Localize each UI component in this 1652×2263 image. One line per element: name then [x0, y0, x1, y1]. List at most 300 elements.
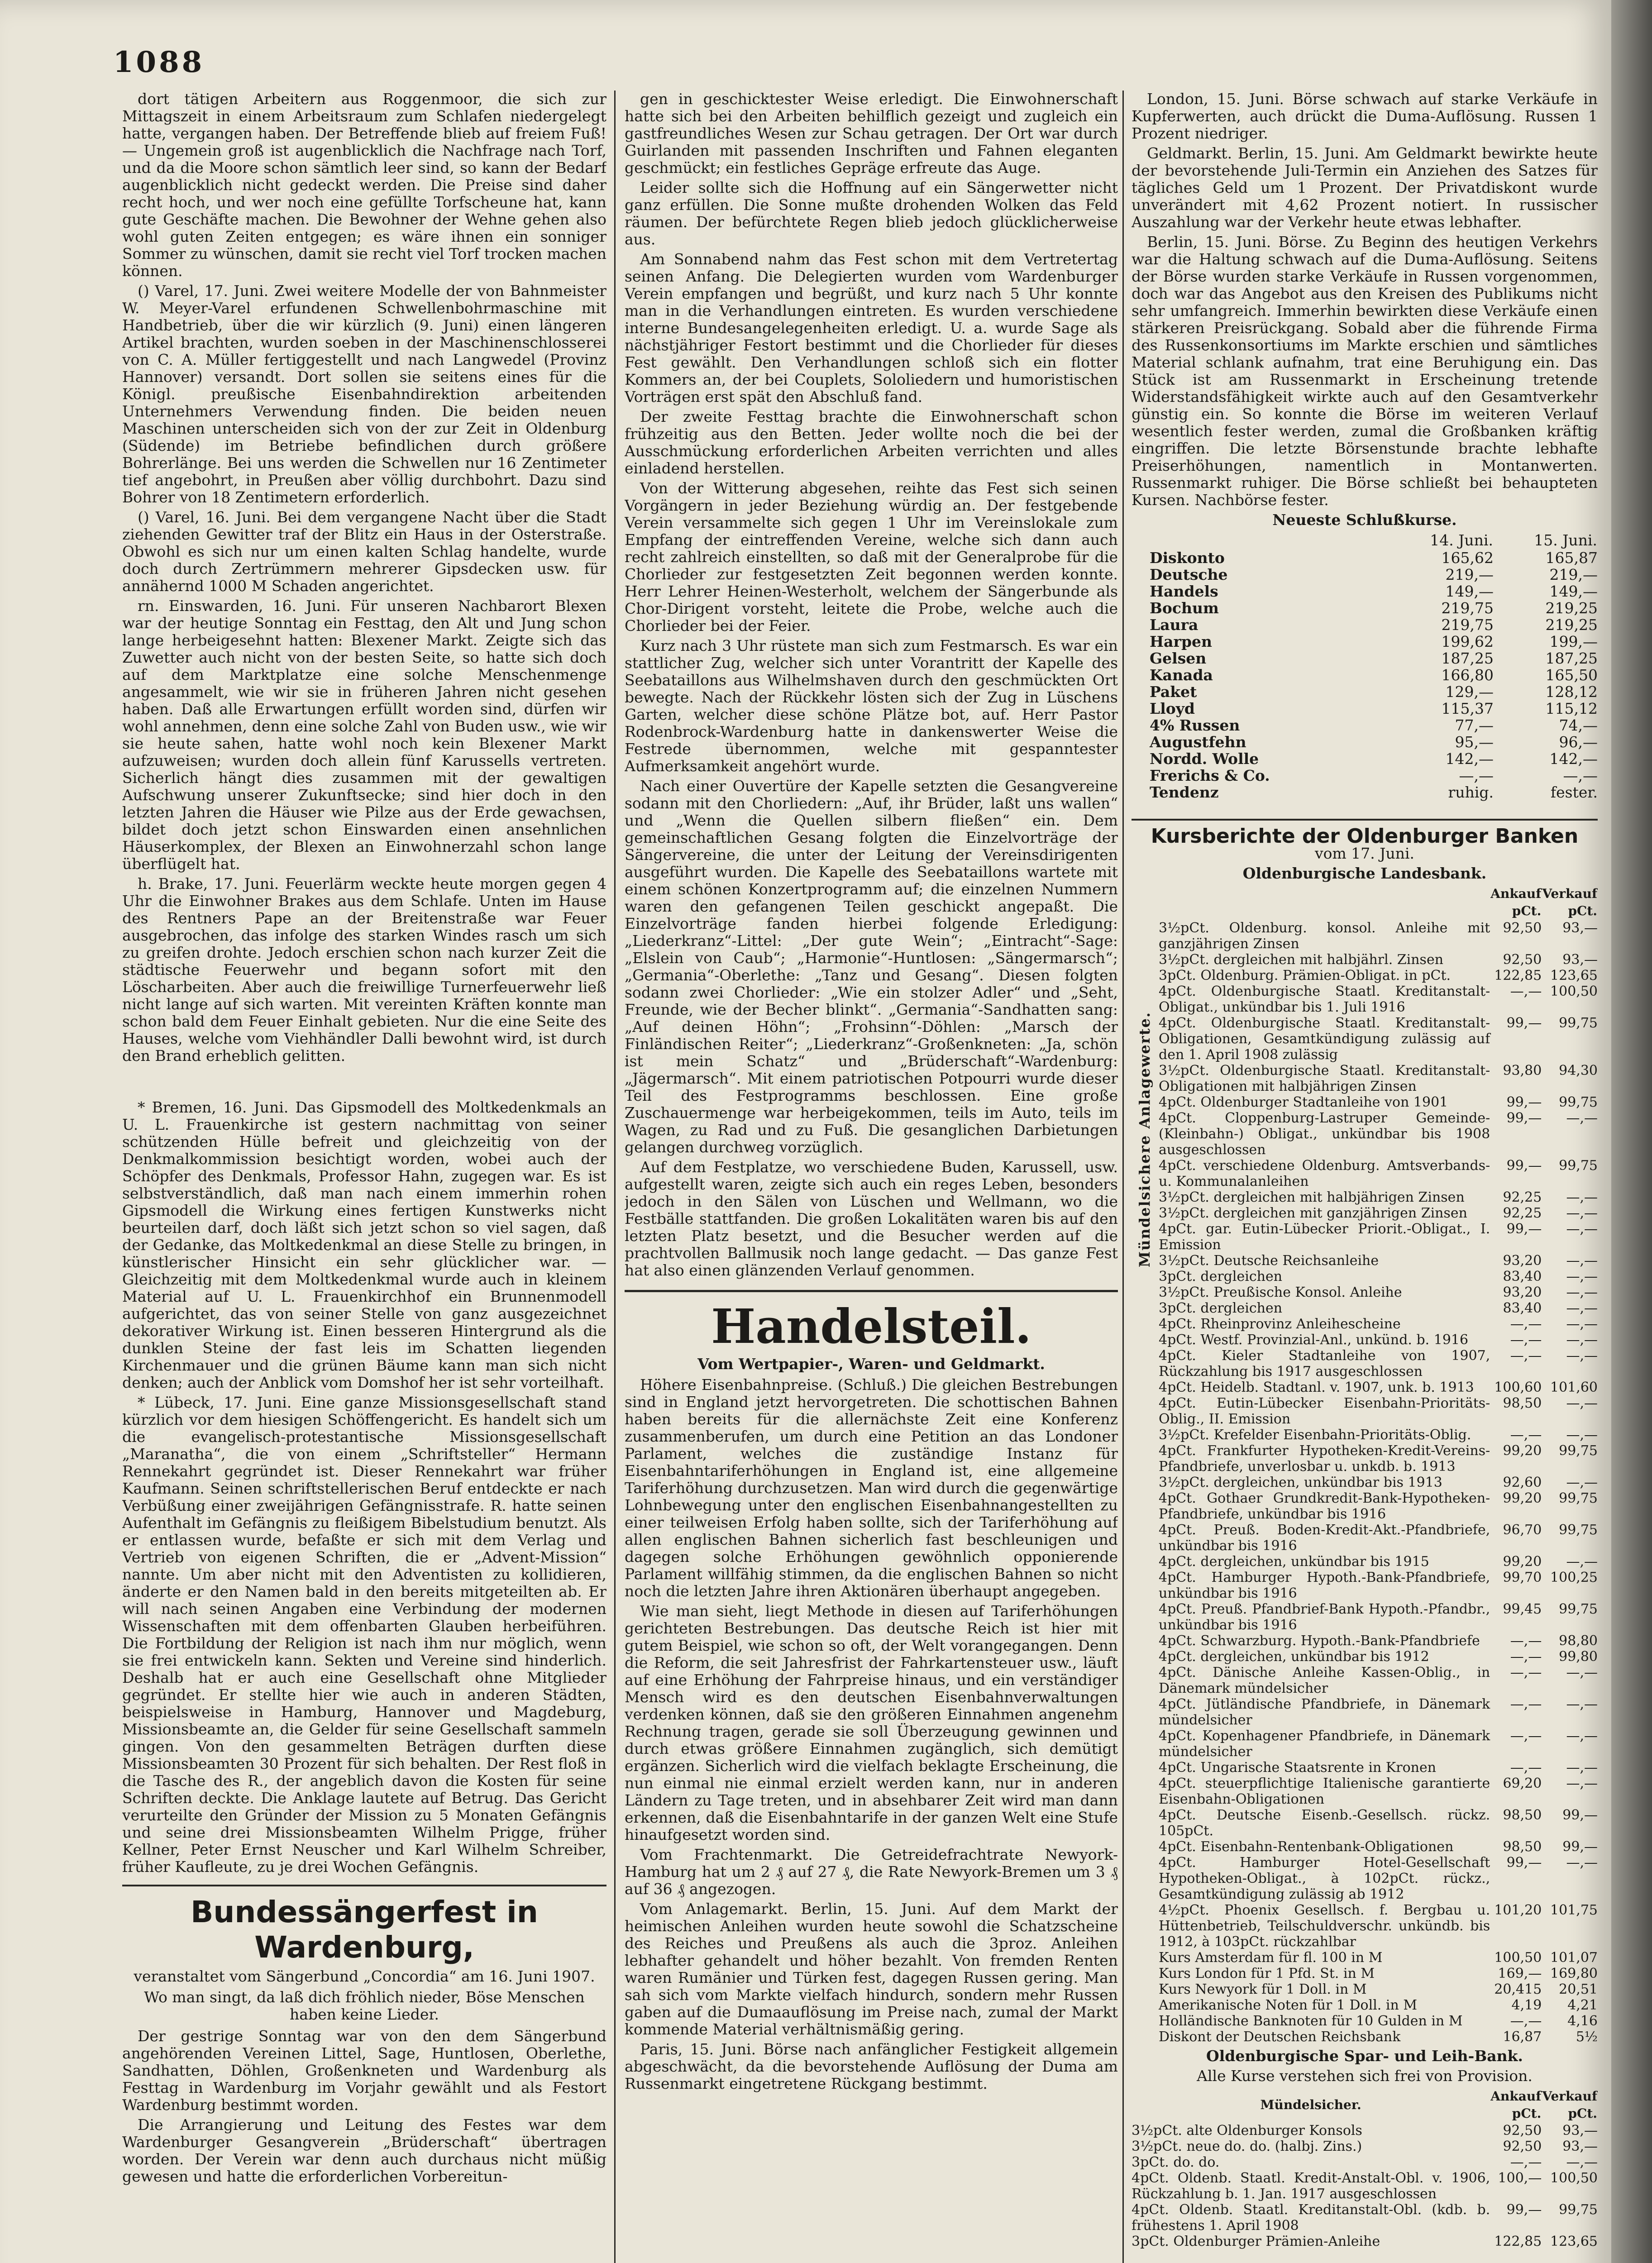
landesbank-row-label: 4pCt. Oldenburgische Staatl. Kreditanstalt-Obligationen, Gesamtkündigung zulässig auf den 1. April 1908 zulässig [1159, 1015, 1490, 1063]
landesbank-row-label: 3½pCt. Deutsche Reichsanleihe [1159, 1253, 1379, 1269]
landesbank-row-value-a: 101,20 [1494, 1902, 1542, 1918]
landesbank-row-label: 4pCt. Frankfurter Hypotheken-Kredit-Vereins-Pfandbriefe, unverlosbar u. unkdb. b. 1913 [1159, 1443, 1490, 1475]
landesbank-row-label: 3½pCt. Oldenburg. konsol. Anleihe mit ganzjährigen Zinsen [1159, 920, 1490, 952]
sparbank-name: Oldenburgische Spar- und Leih-Bank. [1206, 2047, 1523, 2065]
landesbank-row [1159, 1221, 1598, 1253]
landesbank-row-label: 4pCt. Jütländische Pfandbriefe, in Dänemark mündelsicher [1159, 1696, 1490, 1728]
landesbank-row [1159, 1205, 1598, 1221]
landesbank-row-label: 3½pCt. dergleichen mit halbjährl. Zinsen [1159, 952, 1444, 968]
closing-price-row-value-a: 219,— [1445, 566, 1494, 583]
landesbank-row-value-b: 93,— [1562, 952, 1598, 968]
closing-price-row-value-a: 95,— [1455, 733, 1494, 751]
closing-price-row-value-b: 115,12 [1545, 700, 1598, 717]
closing-price-row [1132, 734, 1598, 750]
sparbank-row-value-b: 123,65 [1550, 2234, 1598, 2249]
landesbank-row-label: 4pCt. verschiedene Oldenburg. Amtsverbands- u. Kommunalanleihen [1159, 1158, 1490, 1189]
closing-price-row-value-b: 165,87 [1545, 549, 1598, 567]
landesbank-row [1159, 1665, 1598, 1696]
landesbank-row-value-a: 83,40 [1503, 1269, 1542, 1284]
column-rule [614, 91, 616, 2263]
column-local-news [122, 91, 606, 2263]
landesbank-row-value-b: —,— [1566, 1348, 1598, 1364]
landesbank-row-label: 3pCt. Oldenburg. Prämien-Obligat. in pCt. [1159, 968, 1451, 983]
landesbank-row [1159, 1554, 1598, 1570]
closing-price-row-value-b: —,— [1563, 767, 1598, 784]
closing-price-row-value-b: 219,25 [1545, 599, 1598, 617]
landesbank-row-value-b: —,— [1566, 1728, 1598, 1744]
landesbank-row-value-b: —,— [1566, 1855, 1598, 1871]
landesbank-row [1159, 1807, 1598, 1839]
landesbank-row-value-a: 92,50 [1503, 920, 1542, 936]
landesbank-row-label: 4pCt. Ungarische Staatsrente in Kronen [1159, 1760, 1437, 1776]
sparbank-header-ankauf: Ankauf pCt. [1490, 2089, 1542, 2121]
landesbank-row-value-a: —,— [1510, 1760, 1542, 1776]
landesbank-row-value-b: 94,30 [1559, 1063, 1598, 1079]
landesbank-row-value-b: 99,75 [1559, 1490, 1598, 1506]
landesbank-row [1159, 1728, 1598, 1760]
closing-price-row-value-b: 142,— [1549, 750, 1598, 768]
closing-price-row-label: Bochum [1150, 599, 1219, 617]
article-paragraph: gen in geschicktester Weise erledigt. Die Einwohnerschaft hatte sich bei den Arbeiten behilflich gezeigt und zugleich ein gastfreundliches Wesen zur Schau getragen. Der Ort war durch Guirlanden mit passenden Inschriften und Fahnen eleganten geschmückt; ein festliches Gepräge erfreute das Auge. [625, 91, 1118, 177]
sparbank-row-label: 4pCt. Oldenb. Staatl. Kredit-Anstalt-Obl. v. 1906, Rückzahlung b. 1. Jan. 1917 ausgeschlossen [1132, 2170, 1490, 2202]
closing-price-row [1132, 566, 1598, 583]
sparbank-row [1132, 2139, 1598, 2154]
landesbank-row-label: 4pCt. Rheinprovinz Anleihescheine [1159, 1316, 1401, 1332]
landesbank-row-value-a: —,— [1510, 1332, 1542, 1348]
landesbank-row [1159, 1395, 1598, 1427]
landesbank-row-label: 4pCt. Eutin-Lübecker Eisenbahn-Prioritäts-Oblig., II. Emission [1159, 1395, 1490, 1427]
landesbank-header-row [1159, 885, 1598, 920]
landesbank-row-label: 4pCt. Eisenbahn-Rentenbank-Obligationen [1159, 1839, 1454, 1855]
landesbank-row-value-b: —,— [1566, 1284, 1598, 1300]
closing-price-row-label: Laura [1150, 616, 1198, 634]
bank-reports-title: Kursberichte der Oldenburger Banken [1132, 819, 1598, 845]
landesbank-header-ankauf: Ankauf pCt. [1490, 886, 1542, 918]
closing-price-row-value-a: 165,62 [1441, 549, 1494, 567]
landesbank-row-value-b: 98,80 [1559, 1633, 1598, 1649]
sparbank-row [1132, 2170, 1598, 2202]
bank-reports-date: vom 17. Juni. [1314, 845, 1415, 862]
landesbank-row-label: 4pCt. Oldenburgische Staatl. Kreditanstalt-Obligat., unkündbar bis 1. Juli 1916 [1159, 983, 1490, 1015]
closing-price-row-value-a: 115,37 [1441, 700, 1494, 717]
landesbank-row-value-a: 96,70 [1503, 1522, 1542, 1538]
article-paragraph: Paris, 15. Juni. Börse nach anfänglicher Festigkeit allgemein abgeschwächt, da die bevorstehende Auflösung der Duma am Russenmarkt eingetretene Rückgang bestimmt. [625, 2040, 1118, 2092]
landesbank-row-label: Kurs London für 1 Pfd. St. in M [1159, 1966, 1375, 1981]
landesbank-row [1159, 983, 1598, 1015]
landesbank-row-label: Kurs Newyork für 1 Doll. in M [1159, 1981, 1367, 1997]
closing-price-row-label: Deutsche [1150, 566, 1228, 583]
landesbank-row [1159, 1855, 1598, 1902]
landesbank-row-value-b: 99,75 [1559, 1443, 1598, 1459]
closing-price-row-value-b: 74,— [1559, 716, 1598, 734]
landesbank-row-value-a: —,— [1510, 983, 1542, 999]
landesbank-row [1159, 1189, 1598, 1205]
closing-price-row-label: Paket [1150, 683, 1197, 701]
landesbank-row-value-a: —,— [1510, 1728, 1542, 1744]
landesbank-row-value-b: 93,— [1562, 920, 1598, 936]
landesbank-row-value-b: 169,80 [1550, 1966, 1598, 1981]
landesbank-row-value-a: 99,— [1506, 1015, 1542, 1031]
closing-price-row-value-b: 165,50 [1545, 666, 1598, 684]
column-rule [1122, 91, 1124, 2263]
article-paragraph: () Varel, 17. Juni. Zwei weitere Modelle der von Bahnmeister W. Meyer-Varel erfundenen Schwellenbohrmaschine mit Handbetrieb, über die wir kürzlich (9. Juni) einen längeren Artikel brachten, wurden soeben in der Maschinenschlosserei von C. A. Müller fertiggestellt und nach Langwedel (Provinz Hannover) versandt. Dort sollen sie seitens eines für die Königl. preußische Eisenbahndirektion arbeitenden Unternehmers Verwendung finden. Die beiden neuen Maschinen unterscheiden sich von der zur Zeit in Oldenburg (Südende) im Betriebe befindlichen durch größere Bohrerlänge. Bei uns werden die Schwellen nur 16 Zentimeter tief angebohrt, in Preußen aber völlig durchbohrt. Dazu sind Bohrer von 18 Zentimetern erforderlich. [122, 282, 606, 506]
landesbank-row-label: 3½pCt. dergleichen mit halbjährigen Zinsen [1159, 1189, 1465, 1205]
landesbank-row-value-b: —,— [1566, 1205, 1598, 1221]
landesbank-row [1159, 1427, 1598, 1443]
article-paragraph: Vom Anlagemarkt. Berlin, 15. Juni. Auf dem Markt der heimischen Anleihen wurden heute sowohl die Schatzscheine des Reiches und Preußens als auch die 3proz. Anleihen lebhafter gehandelt und höher bezahlt. Von fremden Renten waren Rumänier und Türken fest, dagegen Russen gering. Man sah sich vom Markte vielfach hindurch, sondern mehr Russen gaben auf die Dumaauflösung im Preise nach, zumal der Markt kommende Material verhältnismäßig gering. [625, 1900, 1118, 2038]
closing-price-row-value-a: 142,— [1445, 750, 1494, 768]
landesbank-row-label: 4pCt. Kieler Stadtanleihe von 1907, Rückzahlung bis 1917 ausgeschlossen [1159, 1348, 1490, 1380]
column-fest-and-commerce [625, 91, 1118, 2263]
landesbank-row-value-b: —,— [1566, 1665, 1598, 1681]
closing-price-row-value-a: 129,— [1445, 683, 1494, 701]
closing-price-row-label: Nordd. Wolle [1150, 750, 1259, 768]
closing-price-row-label: Gelsen [1150, 649, 1207, 667]
landesbank-row-value-a: —,— [1510, 2013, 1542, 2029]
landesbank-row-value-a: 93,20 [1503, 1253, 1542, 1269]
article-paragraph: Der gestrige Sonntag war von den dem Sängerbund angehörenden Vereinen Littel, Sage, Huntlosen, Oberlethe, Sandhatten, Döhlen, Großenkneten und Wardenburg als Festtag in Wardenburg im Vorjahr gewählt und als Festort Wardenburg bestimmt worden. [122, 2027, 606, 2114]
landesbank-row-value-a: 92,25 [1503, 1205, 1542, 1221]
article-paragraph: Wie man sieht, liegt Methode in diesen auf Tariferhöhungen gerichteten Bestrebungen. Das deutsche Reich ist hier mit gutem Beispiel, wie schon so oft, der Welt vorangegangen. Denn die Reform, die seit Jahresfrist der Fahrkartensteuer usw., läuft auf eine Erhöhung der Fahrpreise hinaus, und ein verständiger Mensch wird es den deutschen Eisenbahnverwaltungen verdenken können, daß sie den größeren Einnahmen angenehm Rechnung tragen, gerade sie soll Überzeugung gewinnen und durch etwas größere Einnahmen zugänglich, sich demütigt ergänzen. Sicherlich wird die vielfach beklagte Erscheinung, die nun einmal nie einmal erzielt werden kann, nur in anderen Ländern zu Tage treten, und in absehbarer Zeit wird man dann erkennen, daß die Eisenbahntarife in der ganzen Welt eine Stufe hinaufgesetzt worden sind. [625, 1602, 1118, 1843]
landesbank-row-value-a: 92,60 [1503, 1475, 1542, 1490]
landesbank-row-label: 3pCt. dergleichen [1159, 1300, 1283, 1316]
landesbank-row-label: Amerikanische Noten für 1 Doll. in M [1159, 1997, 1418, 2013]
sparbank-row-value-b: 100,50 [1550, 2170, 1598, 2186]
landesbank-row-value-a: 169,— [1498, 1966, 1542, 1981]
landesbank-row-value-b: —,— [1566, 1110, 1598, 1126]
landesbank-row [1159, 920, 1598, 952]
landesbank-row [1159, 1269, 1598, 1284]
closing-price-row-value-a: 187,25 [1441, 649, 1494, 667]
sparbank-row-value-b: —,— [1566, 2154, 1598, 2170]
landesbank-row [1159, 1348, 1598, 1380]
closing-price-row [1132, 700, 1598, 717]
article-paragraph: Kurz nach 3 Uhr rüstete man sich zum Festmarsch. Es war ein stattlicher Zug, welcher sich unter Vorantritt der Kapelle des Seebataillons aus Wilhelmshaven durch den geschmückten Ort bewegte. Nach der Rückkehr lösten sich der Zug in Lüschens Garten, welcher diese schöne Plätze bot, auf. Herr Pastor Rodenbrock-Wardenburg hatte in dankenswerter Weise die Festrede übernommen, welche mit gespanntester Aufmerksamkeit angehört wurde. [625, 637, 1118, 775]
landesbank-row-value-b: 99,75 [1559, 1158, 1598, 1174]
landesbank-row-value-a: 99,— [1506, 1110, 1542, 1126]
closing-price-row [1132, 616, 1598, 633]
closing-price-row-value-b: 96,— [1559, 733, 1598, 751]
closing-prices-header-date: 14. Juni. [1430, 531, 1493, 549]
sparbank-row-value-a: 92,50 [1503, 2139, 1542, 2154]
landesbank-row [1159, 1601, 1598, 1633]
closing-price-row [1132, 667, 1598, 683]
landesbank-row [1159, 1522, 1598, 1554]
sparbank-note: Alle Kurse verstehen sich frei von Provision. [1197, 2067, 1533, 2085]
closing-price-row-value-a: 149,— [1445, 582, 1494, 600]
landesbank-header-verkauf: Verkauf pCt. [1542, 886, 1597, 918]
article-paragraph: h. Brake, 17. Juni. Feuerlärm weckte heute morgen gegen 4 Uhr die Einwohner Brakes aus dem Schlafe. Unten im Hause des Rentners Pape an der Breitenstraße war Feuer ausgebrochen, das infolge des starken Windes rasch um sich zu greifen drohte. Jedoch erschien schon nach kurzer Zeit die städtische Feuerwehr und begann sofort mit den Löscharbeiten. Aber auch die freiwillige Turnerfeuerwehr ließ nicht lange auf sich warten. Mit vereinten Kräften konnte man schon bald dem Feuer Einhalt gebieten. Nur die eine Seite des Hauses, welche vom Viehhändler Dalli bewohnt wird, ist durch den Brand erheblich gelitten. [122, 875, 606, 1065]
closing-price-row-label: 4% Russen [1150, 716, 1240, 734]
closing-price-row [1132, 750, 1598, 767]
landesbank-row-value-b: 99,75 [1559, 1015, 1598, 1031]
article-paragraph: Nach einer Ouvertüre der Kapelle setzten die Gesangvereine sodann mit den Chorliedern: „Auf, ihr Brüder, laßt uns wallen“ und „Wenn die Quellen silbern fließen“ ein. Dem gemeinschaftlichen Gesang folgten die Einzelvorträge der Sängervereine, die unter der Leitung der Vereinsdirigenten ausgeführt wurden. Die Kapelle des Seebataillons wartete mit einem schönen Konzertprogramm auf; die einzelnen Nummern waren den gefangenen Teilen geschickt angepaßt. Die Einzelvorträge fanden hierbei folgende Erledigung: „Liederkranz“-Littel: „Der gute Wein“; „Eintracht“-Sage: „Elslein von Caub“; „Harmonie“-Huntlosen: „Sängermarsch“; „Germania“-Oberlethe: „Tanz und Gesang“. Diesen folgten sodann zwei Chorlieder: „Wie ein stolzer Adler“ und „Seht, Freunde, wie der Becher blinkt“. „Germania“-Sandhatten sang: „Auf deinen Höhn“; „Frohsinn“-Döhlen: „Marsch der Finländischen Reiter“; „Liederkranz“-Großenkneten: „Ja, schön ist mein Schatz“ und „Brüderschaft“-Wardenburg: „Jägermarsch“. Mit einem patriotischen Potpourri wurde dieser Teil des Festprogramms beschlossen. Eine große Zuschauermenge war herbeigekommen, teils im Auto, teils im Wagen, zu Rad und zu Fuß. Die gesanglichen Darbietungen gelangen durchweg vorzüglich. [625, 777, 1118, 1156]
sparbank-table [1132, 2087, 1598, 2249]
closing-price-row-value-a: 219,75 [1441, 599, 1494, 617]
landesbank-row-label: 3½pCt. dergleichen, unkündbar bis 1913 [1159, 1475, 1442, 1490]
sparbank-row-value-b: 93,— [1562, 2139, 1598, 2154]
landesbank-row-value-a: 99,70 [1503, 1570, 1542, 1585]
landesbank-row-label: 4pCt. Hamburger Hypoth.-Bank-Pfandbriefe, unkündbar bis 1916 [1159, 1570, 1490, 1601]
landesbank-row [1159, 2029, 1598, 2045]
landesbank-row-label: 3½pCt. dergleichen mit ganzjährigen Zinsen [1159, 1205, 1467, 1221]
sparbank-row-label: 3pCt. Oldenburger Prämien-Anleihe [1132, 2234, 1380, 2249]
closing-price-row-label: Handels [1150, 582, 1218, 600]
landesbank-row-label: 4pCt. Hamburger Hotel-Gesellschaft Hypotheken-Obligat., à 102pCt. rückz., Gesamtkündigung zulässig ab 1912 [1159, 1855, 1490, 1902]
landesbank-row-value-b: 5½ [1576, 2029, 1598, 2045]
article-paragraph: London, 15. Juni. Börse schwach auf starke Verkäufe in Kupferwerten, auch drückt die Duma-Auflösung. Russen 1 Prozent niedriger. [1132, 91, 1598, 142]
closing-price-row-label: Harpen [1150, 633, 1213, 650]
closing-price-row [1132, 549, 1598, 566]
closing-price-row-value-a: 77,— [1455, 716, 1494, 734]
sparbank-row-value-a: 99,— [1506, 2202, 1542, 2218]
landesbank-row-value-a: 92,25 [1503, 1189, 1542, 1205]
landesbank-row-value-a: 100,60 [1494, 1380, 1542, 1395]
sparbank-row [1132, 2234, 1598, 2249]
landesbank-row-value-b: —,— [1566, 1427, 1598, 1443]
article-paragraph: Geldmarkt. Berlin, 15. Juni. Am Geldmarkt bewirkte heute der bevorstehende Juli-Termin ein Anziehen des Satzes für tägliches Geld um 1 Prozent. Der Privatdiskont wurde unverändert mit 4,62 Prozent notiert. In russischer Auszahlung war der Verkehr heute etwas lebhafter. [1132, 144, 1598, 231]
closing-price-row-value-a: 219,75 [1441, 616, 1494, 634]
landesbank-row-label: 4pCt. gar. Eutin-Lübecker Priorit.-Obligat., I. Emission [1159, 1221, 1490, 1253]
landesbank-row-value-a: 69,20 [1503, 1776, 1542, 1791]
fest-headline: Bundessängerfest in Wardenburg, [122, 1885, 606, 1965]
landesbank-row [1159, 1063, 1598, 1094]
landesbank-row-value-b: 99,80 [1559, 1649, 1598, 1665]
landesbank-row-label: 4pCt. dergleichen, unkündbar bis 1912 [1159, 1649, 1429, 1665]
closing-price-row-value-a: —,— [1459, 767, 1494, 784]
landesbank-block [1132, 885, 1598, 2045]
article-paragraph: * Lübeck, 17. Juni. Eine ganze Missionsgesellschaft stand kürzlich vor dem hiesigen Schöffengericht. Es handelt sich um die evangelisch-protestantische Missionsgesellschaft „Maranatha“, die von einem „Schriftsteller“ Hermann Rennekahrt gegründet ist. Dieser Rennekahrt war früher Kaufmann. Seinen schriftstellerischen Beruf entdeckte er nach Verbüßung einer zweijährigen Gefängnisstrafe. R. hatte seinen Aufenthalt im Gefängnis zu fleißigem Bibelstudium benutzt. Als er entlassen wurde, befaßte er sich mit dem Verlag und Vertrieb von eigenen Schriften, die er „Advent-Mission“ nannte. Um aber nicht mit den Adventisten zu kollidieren, änderte er den Namen bald in den bereits mitgeteilten ab. Er will nach seinen Angaben eine Verbindung der modernen Wissenschaften mit dem offenbarten Glauben herbeiführen. Die Fortbildung der Religion ist nach ihm nur möglich, wenn sie frei entwickeln kann. Sekten und Vereine sind hinderlich. Deshalb hat er auch eine Gesellschaft ohne Mitglieder gegründet. Er stellte hier wie auch in anderen Städten, beispielsweise in Hamburg, Hannover und Magdeburg, Missionsbeamte an, die Gelder für seine Gesellschaft sammeln gingen. Von den gesammelten Beträgen durften diese Missionsbeamten 30 Prozent für sich behalten. Der Rest floß in die Tasche des R., der angeblich davon die Kosten für seine Schriften deckte. Die Anklage lautete auf Betrug. Das Gericht verurteilte den Gründer der Mission zu 5 Monaten Gefängnis und seine drei Missionsbeamten Wilhelm Prigge, früher Kellner, Peter Ernst Neuscher und Karl Wilhelm Schreiber, früher Kaufleute, zu je drei Wochen Gefängnis. [122, 1394, 606, 1876]
landesbank-row [1159, 1950, 1598, 1966]
landesbank-row-value-b: —,— [1566, 1760, 1598, 1776]
landesbank-row-value-a: —,— [1510, 1316, 1542, 1332]
landesbank-row-value-b: 101,60 [1550, 1380, 1598, 1395]
closing-price-row-value-b: 128,12 [1545, 683, 1598, 701]
landesbank-row-value-a: 92,50 [1503, 952, 1542, 968]
article-paragraph: Höhere Eisenbahnpreise. (Schluß.) Die gleichen Bestrebungen sind in England jetzt hervorgetreten. Die schottischen Bahnen haben bereits für die allernächste Zeit eine Konferenz zusammenberufen, um durch eine Petition an das Londoner Parlament, welches die zuständige Instanz für Eisenbahntariferhöhungen in England ist, eine allgemeine Tariferhöhung durchzusetzen. Man wird durch die gegenwärtige Lohnbewegung unter den englischen Eisenbahnangestellten zu einer teilweisen Erfolg haben sollte, sich der Tariferhöhung auf allen englischen Bahnen sicherlich fast beschleunigen und dagegen solche Erhöhungen gewöhnlich opponierende Parlament willfähig stimmen, da die englischen Bahnen so nicht noch die letzten Jahre ihren Aktionären überhaupt angegeben. [625, 1376, 1118, 1600]
landesbank-row-value-a: —,— [1510, 1649, 1542, 1665]
landesbank-row-label: 3pCt. dergleichen [1159, 1269, 1283, 1284]
landesbank-row-value-b: 99,75 [1559, 1601, 1598, 1617]
landesbank-row-value-a: 99,— [1506, 1094, 1542, 1110]
sparbank-row-value-a: 122,85 [1494, 2234, 1542, 2249]
closing-price-row-value-b: 149,— [1549, 582, 1598, 600]
landesbank-row-value-b: —,— [1566, 1269, 1598, 1284]
landesbank-row [1159, 1839, 1598, 1855]
closing-prices-header-row [1132, 531, 1598, 549]
landesbank-row-value-b: —,— [1566, 1316, 1598, 1332]
landesbank-row [1159, 1475, 1598, 1490]
landesbank-row-value-b: —,— [1566, 1475, 1598, 1490]
landesbank-row [1159, 1570, 1598, 1601]
landesbank-row-value-a: 93,20 [1503, 1284, 1542, 1300]
landesbank-row-value-a: 122,85 [1494, 968, 1542, 983]
closing-price-row-label: Lloyd [1150, 700, 1195, 717]
page-number: 1088 [113, 45, 205, 79]
landesbank-row-label: 4pCt. Preuß. Pfandbrief-Bank Hypoth.-Pfandbr., unkündbar bis 1916 [1159, 1601, 1490, 1633]
landesbank-row [1159, 1015, 1598, 1063]
landesbank-row-value-a: 4,19 [1511, 1997, 1542, 2013]
sparbank-row [1132, 2154, 1598, 2170]
landesbank-row-label: Holländische Banknoten für 10 Gulden in M [1159, 2013, 1463, 2029]
closing-price-row-value-a: 199,62 [1441, 633, 1494, 650]
sparbank-row-value-a: —,— [1510, 2154, 1542, 2170]
closing-price-row-label: Augustfehn [1150, 733, 1246, 751]
landesbank-row [1159, 1760, 1598, 1776]
handelsteil-subheadline: Vom Wertpapier-, Waren- und Geldmarkt. [697, 1355, 1045, 1373]
closing-price-row-label: Tendenz [1150, 783, 1219, 801]
landesbank-row-value-b: 101,75 [1550, 1902, 1598, 1918]
landesbank-row-value-a: 99,20 [1503, 1443, 1542, 1459]
article-paragraph: dort tätigen Arbeitern aus Roggenmoor, die sich zur Mittagszeit in einem Arbeitsraum zum Schlafen niedergelegt hatte, vergangen haben. Der Betreffende blieb auf freiem Fuß! — Ungemein groß ist augenblicklich die Nachfrage nach Torf, und da die Moore schon sämtlich leer sind, so kann der Bedarf augenblicklich nicht gedeckt werden. Die Preise sind daher recht hoch, und wer noch eine gefüllte Torfscheune hat, kann gute Geschäfte machen. Die Bewohner der Wehne gehen also wohl guten Zeiten entgegen; es wäre ihnen ein sonniger Sommer zu wünschen, damit sie recht viel Torf trocken machen können. [122, 91, 606, 280]
landesbank-row-value-a: 99,20 [1503, 1490, 1542, 1506]
landesbank-row [1159, 1094, 1598, 1110]
landesbank-row-label: 4pCt. Preuß. Boden-Kredit-Akt.-Pfandbriefe, unkündbar bis 1916 [1159, 1522, 1490, 1554]
sparbank-row-label: 3½pCt. alte Oldenburger Konsols [1132, 2123, 1362, 2139]
landesbank-row-value-b: 99,— [1562, 1807, 1598, 1823]
article-paragraph: Leider sollte sich die Hoffnung auf ein Sängerwetter nicht ganz erfüllen. Die Sonne mußte drohenden Wolken das Feld räumen. Der befürchtete Regen blieb jedoch glücklicherweise aus. [625, 179, 1118, 248]
landesbank-row-value-a: 20,415 [1494, 1981, 1542, 1997]
landesbank-row [1159, 1253, 1598, 1269]
landesbank-row-value-a: —,— [1510, 1696, 1542, 1712]
article-paragraph: Berlin, 15. Juni. Börse. Zu Beginn des heutigen Verkehrs war die Haltung schwach auf die Duma-Auflösung. Seitens der Börse wurden starke Verkäufe in Russen vorgenommen, doch war das Angebot aus den Kreisen des Publikums nicht sehr umfangreich. Immerhin bewirkten diese Verkäufe einen stärkeren Preisrückgang. Sobald aber die führende Firma des Russenkonsortiums im Markte erschien und sämtliches Material schlank aufnahm, trat eine Beruhigung ein. Das Stück ist am Russenmarkt in Erscheinung tretende Widerstandsfähigkeit wirkte auch auf den Gesamtverkehr günstig ein. So konnte die Börse im weiteren Verlauf wesentlich fester werden, zumal die Großbanken kräftig eingriffen. Die letzte Börsenstunde brachte lebhafte Preiserhöhungen, namentlich in Montanwerten. Russenmarkt ruhiger. Die Börse schließt bei behaupteten Kursen. Nachbörse fester. [1132, 233, 1598, 509]
column-market-reports [1132, 91, 1598, 2263]
article-paragraph: rn. Einswarden, 16. Juni. Für unseren Nachbarort Blexen war der heutige Sonntag ein Festtag, den Alt und Jung schon lange herbeigesehnt hatten: Blexener Markt. Zeigte sich das Zuwetter auch nicht von der besten Seite, so hatte sich doch auf dem Marktplatze eine solche Menschenmenge angesammelt, wie wir sie in früheren Jahren nicht gesehen haben. Daß alle Erwartungen erfüllt worden sind, dürfen wir wohl annehmen, denn eine solche Zahl von Buden usw., wie wir sie heute sahen, hatte wohl noch kein Blexener Markt aufzuweisen; wurden doch allein fünf Karussells vertreten. Sicherlich hängt dies zusammen mit der gewaltigen Aufschwung unserer Zukunftsecke; sind hier doch in den letzten Jahren die Häuser wie Pilze aus der Erde gewachsen, bildet doch jetzt schon Einswarden einen ansehnlichen Häuserkomplex, der Blexen an Einwohnerzahl schon lange überflügelt hat. [122, 597, 606, 873]
sparbank-row [1132, 2202, 1598, 2234]
landesbank-row-label: 4pCt. steuerpflichtige Italienische garantierte Eisenbahn-Obligationen [1159, 1776, 1490, 1807]
handelsteil-headline: Handelsteil. [625, 1290, 1118, 1353]
landesbank-row-value-a: 99,— [1506, 1158, 1542, 1174]
article-paragraph: Die Arrangierung und Leitung des Festes war dem Wardenburger Gesangverein „Brüderschaft“ übertragen worden. Der Verein war denn auch durchaus nicht müßig gewesen und hatte die erforderlichen Vorbereitun- [122, 2116, 606, 2185]
landesbank-row-value-a: 98,50 [1503, 1839, 1542, 1855]
landesbank-row-value-a: —,— [1510, 1665, 1542, 1681]
landesbank-row [1159, 1443, 1598, 1475]
landesbank-row-value-b: 20,51 [1559, 1981, 1598, 1997]
landesbank-row-value-b: 100,50 [1550, 983, 1598, 999]
landesbank-row-value-b: 99,75 [1559, 1094, 1598, 1110]
landesbank-row-value-a: 98,50 [1503, 1807, 1542, 1823]
sparbank-row-label: 4pCt. Oldenb. Staatl. Kreditanstalt-Obl. (kdb. b. frühestens 1. April 1908 [1132, 2202, 1490, 2234]
article-paragraph: () Varel, 16. Juni. Bei dem vergangene Nacht über die Stadt ziehenden Gewitter traf der Blitz ein Haus in der Osterstraße. Obwohl es sich nur um einen kalten Schlag handelte, wurde doch durch Zertrümmern mehrerer Gipsdecken usw. für annähernd 1000 M Schaden angerichtet. [122, 508, 606, 595]
sparbank-row-value-b: 99,75 [1559, 2202, 1598, 2218]
landesbank-row-value-a: 99,— [1506, 1221, 1542, 1237]
landesbank-row-value-a: —,— [1510, 1427, 1542, 1443]
landesbank-row-value-b: 4,16 [1567, 2013, 1598, 2029]
landesbank-row [1159, 1997, 1598, 2013]
landesbank-row [1159, 1696, 1598, 1728]
closing-price-row-value-b: 199,— [1549, 633, 1598, 650]
fest-subheadline: veranstaltet vom Sängerbund „Concordia“ am 16. Juni 1907. [134, 1967, 595, 1985]
landesbank-table [1159, 885, 1598, 2045]
sparbank-header-sub: Mündelsicher. [1260, 2097, 1361, 2112]
landesbank-row [1159, 1110, 1598, 1158]
closing-price-row-value-b: 219,25 [1545, 616, 1598, 634]
landesbank-row-label: Diskont der Deutschen Reichsbank [1159, 2029, 1401, 2045]
closing-price-row-value-b: 219,— [1549, 566, 1598, 583]
landesbank-row-label: 4pCt. dergleichen, unkündbar bis 1915 [1159, 1554, 1429, 1570]
article-paragraph: Vom Frachtenmarkt. Die Getreidefrachtrate Newyork-Hamburg hat um 2 ₰ auf 27 ₰, die Rate Newyork-Bremen um 3 ₰ auf 36 ₰ angezogen. [625, 1846, 1118, 1898]
article-paragraph: Am Sonnabend nahm das Fest schon mit dem Vertretertag seinen Anfang. Die Delegierten wurden vom Wardenburger Verein empfangen und begrüßt, und kurz nach 5 Uhr konnte man in die Verhandlungen eintreten. Es wurden verschiedene interne Bundesangelegenheiten erledigt. U. a. wurde Sage als nächstjähriger Festort bestimmt und die Chorlieder für dieses Fest gewählt. Den Verhandlungen schloß sich ein flotter Kommers an, der bei Couplets, Sololiedern und humoristischen Vorträgen erst spät den Abschluß fand. [625, 250, 1118, 406]
closing-prices-table [1132, 531, 1598, 801]
landesbank-row-value-b: 99,75 [1559, 1522, 1598, 1538]
sparbank-row-value-b: 93,— [1562, 2123, 1598, 2139]
side-label-mündelsicher: Mündelsichere Anlagewerte. [1136, 1012, 1153, 1268]
landesbank-row-value-b: —,— [1566, 1554, 1598, 1570]
landesbank-row-value-b: —,— [1566, 1395, 1598, 1411]
landesbank-row-value-a: —,— [1510, 1633, 1542, 1649]
landesbank-row-value-b: —,— [1566, 1300, 1598, 1316]
landesbank-row [1159, 1284, 1598, 1300]
landesbank-row-label: 4pCt. Deutsche Eisenb.-Gesellsch. rückz. 105pCt. [1159, 1807, 1490, 1839]
landesbank-row [1159, 1633, 1598, 1649]
landesbank-row-label: 4pCt. Cloppenburg-Lastruper Gemeinde-(Kleinbahn-) Obligat., unkündbar bis 1908 ausgeschlossen [1159, 1110, 1490, 1158]
landesbank-row [1159, 1316, 1598, 1332]
landesbank-row-value-a: 99,20 [1503, 1554, 1542, 1570]
landesbank-row-label: 4½pCt. Phoenix Gesellsch. f. Bergbau u. Hüttenbetrieb, Teilschuldverschr. unkündb. bis 1912, à 103pCt. rückzahlbar [1159, 1902, 1490, 1950]
landesbank-row-value-b: —,— [1566, 1776, 1598, 1791]
landesbank-row [1159, 1981, 1598, 1997]
landesbank-row [1159, 1158, 1598, 1189]
spacer [122, 1067, 606, 1099]
landesbank-row [1159, 1300, 1598, 1316]
landesbank-row-label: 3½pCt. Krefelder Eisenbahn-Prioritäts-Oblig. [1159, 1427, 1471, 1443]
landesbank-row-value-a: —,— [1510, 1348, 1542, 1364]
landesbank-row [1159, 1332, 1598, 1348]
landesbank-header-blank [1159, 885, 1490, 920]
closing-price-row-value-b: 187,25 [1545, 649, 1598, 667]
landesbank-row [1159, 1380, 1598, 1395]
article-paragraph: Der zweite Festtag brachte die Einwohnerschaft schon frühzeitig aus den Betten. Jeder wollte noch die bei der Ausschmückung erforderlichen Arbeiten verrichten und alles einladend herstellen. [625, 408, 1118, 477]
sparbank-row-label: 3pCt. do. do. [1132, 2154, 1220, 2170]
sparbank-row [1132, 2123, 1598, 2139]
landesbank-row-value-b: 123,65 [1550, 968, 1598, 983]
landesbank-row [1159, 1649, 1598, 1665]
landesbank-row [1159, 1902, 1598, 1950]
landesbank-row-label: 4pCt. Westf. Provinzial-Anl., unkünd. b. 1916 [1159, 1332, 1469, 1348]
landesbank-row-label: 4pCt. Oldenburger Stadtanleihe von 1901 [1159, 1094, 1448, 1110]
page-edge-shadow [1611, 0, 1652, 2263]
sparbank-row-value-a: 92,50 [1503, 2123, 1542, 2139]
landesbank-row-value-a: 83,40 [1503, 1300, 1542, 1316]
landesbank-row [1159, 2013, 1598, 2029]
landesbank-row-value-b: —,— [1566, 1221, 1598, 1237]
closing-prices-title: Neueste Schlußkurse. [1272, 511, 1457, 529]
landesbank-row-value-a: 93,80 [1503, 1063, 1542, 1079]
closing-price-row-value-a: ruhig. [1448, 783, 1494, 801]
landesbank-row-value-a: 99,45 [1503, 1601, 1542, 1617]
landesbank-row-label: 3½pCt. Oldenburgische Staatl. Kreditanstalt-Obligationen mit halbjährigen Zinsen [1159, 1063, 1490, 1094]
closing-price-row [1132, 683, 1598, 700]
landesbank-row-label: 4pCt. Kopenhagener Pfandbriefe, in Dänemark mündelsicher [1159, 1728, 1490, 1760]
closing-price-row-value-a: 166,80 [1441, 666, 1494, 684]
landesbank-row [1159, 1776, 1598, 1807]
landesbank-row-label: 3½pCt. Preußische Konsol. Anleihe [1159, 1284, 1402, 1300]
landesbank-row-value-b: —,— [1566, 1332, 1598, 1348]
landesbank-row-value-b: 4,21 [1567, 1997, 1598, 2013]
landesbank-row [1159, 952, 1598, 968]
closing-price-row-label: Kanada [1150, 666, 1213, 684]
closing-price-row [1132, 717, 1598, 734]
landesbank-row-value-b: 100,25 [1550, 1570, 1598, 1585]
landesbank-row-value-a: 16,87 [1503, 2029, 1542, 2045]
closing-price-row-label: Frerichs & Co. [1150, 767, 1270, 784]
landesbank-row-value-b: 101,07 [1550, 1950, 1598, 1966]
landesbank-row-label: 4pCt. Dänische Anleihe Kassen-Oblig., in Dänemark mündelsicher [1159, 1665, 1490, 1696]
closing-prices-header-date: 15. Juni. [1534, 531, 1597, 549]
landesbank-name: Oldenburgische Landesbank. [1242, 864, 1487, 882]
sparbank-header-row [1132, 2087, 1598, 2123]
closing-price-row [1132, 784, 1598, 801]
